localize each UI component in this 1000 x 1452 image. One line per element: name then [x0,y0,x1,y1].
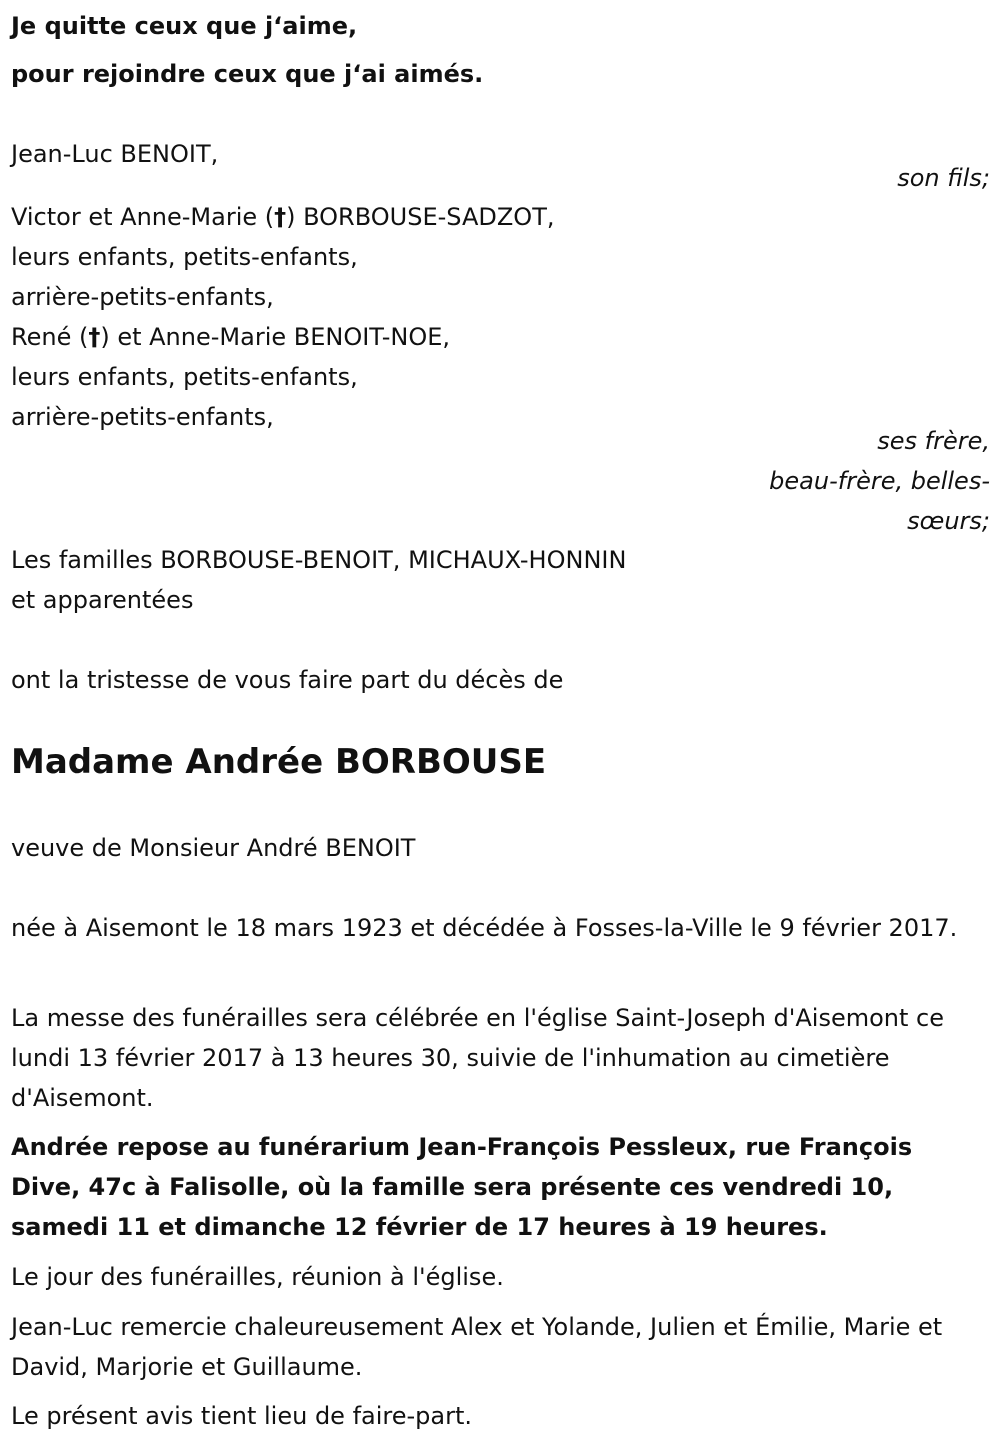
meeting-details: Le jour des funérailles, réunion à l'église. [11,1263,504,1291]
siblings-role-2: beau-frère, belles- [769,467,990,495]
thanks: Jean-Luc remercie chaleureusement Alex et Yolande, Julien et Émilie, Marie et David, Marjorie et Guillaume. [11,1313,943,1381]
announcement: ont la tristesse de vous faire part du décès de [11,666,564,694]
visitation-details: Andrée repose au funérarium Jean-François Pessleux, rue François Dive, 47c à Falisolle, où la famille sera présente ces vendredi 10, samedi 11 et dimanche 12 février de 17 heures à 19 heures. [11,1133,913,1241]
quote-line-1: Je quitte ceux que j‘aime, [11,12,358,40]
rene-grandchildren: arrière-petits-enfants, [11,403,274,431]
mass-details: La messe des funérailles sera célébrée en l'église Saint-Joseph d'Aisemont ce lundi 13 février 2017 à 13 heures 30, suivie de l'inhumation au cimetière d'Aisemont. [11,1004,944,1112]
rene-line [11,317,450,357]
rene-line-end: ) et Anne-Marie BENOIT-NOE, [100,323,451,351]
notice: Le présent avis tient lieu de faire-part. [11,1402,473,1430]
son-name: Jean-Luc BENOIT, [11,140,219,168]
siblings-role-3: sœurs; [907,507,990,535]
siblings-role-1: ses frère, [877,427,990,455]
deceased-spouse: veuve de Monsieur André BENOIT [11,834,416,862]
families-line-1: Les familles BORBOUSE-BENOIT, MICHAUX-HONNIN [11,546,627,574]
victor-line-start: Victor et Anne-Marie ( [11,203,275,231]
victor-children: leurs enfants, petits-enfants, [11,243,358,271]
birth-death: née à Aisemont le 18 mars 1923 et décédée à Fosses-la-Ville le 9 février 2017. [11,914,958,942]
victor-line [11,197,554,237]
cross-icon: † [88,323,101,351]
cross-icon: † [274,203,287,231]
quote-line-2: pour rejoindre ceux que j‘ai aimés. [11,60,484,88]
families-line-2: et apparentées [11,586,194,614]
victor-grandchildren: arrière-petits-enfants, [11,283,274,311]
rene-children: leurs enfants, petits-enfants, [11,363,358,391]
victor-line-end: ) BORBOUSE-SADZOT, [286,203,555,231]
rene-line-start: René ( [11,323,89,351]
son-role: son fils; [897,164,990,192]
deceased-name: Madame Andrée BORBOUSE [11,742,547,782]
